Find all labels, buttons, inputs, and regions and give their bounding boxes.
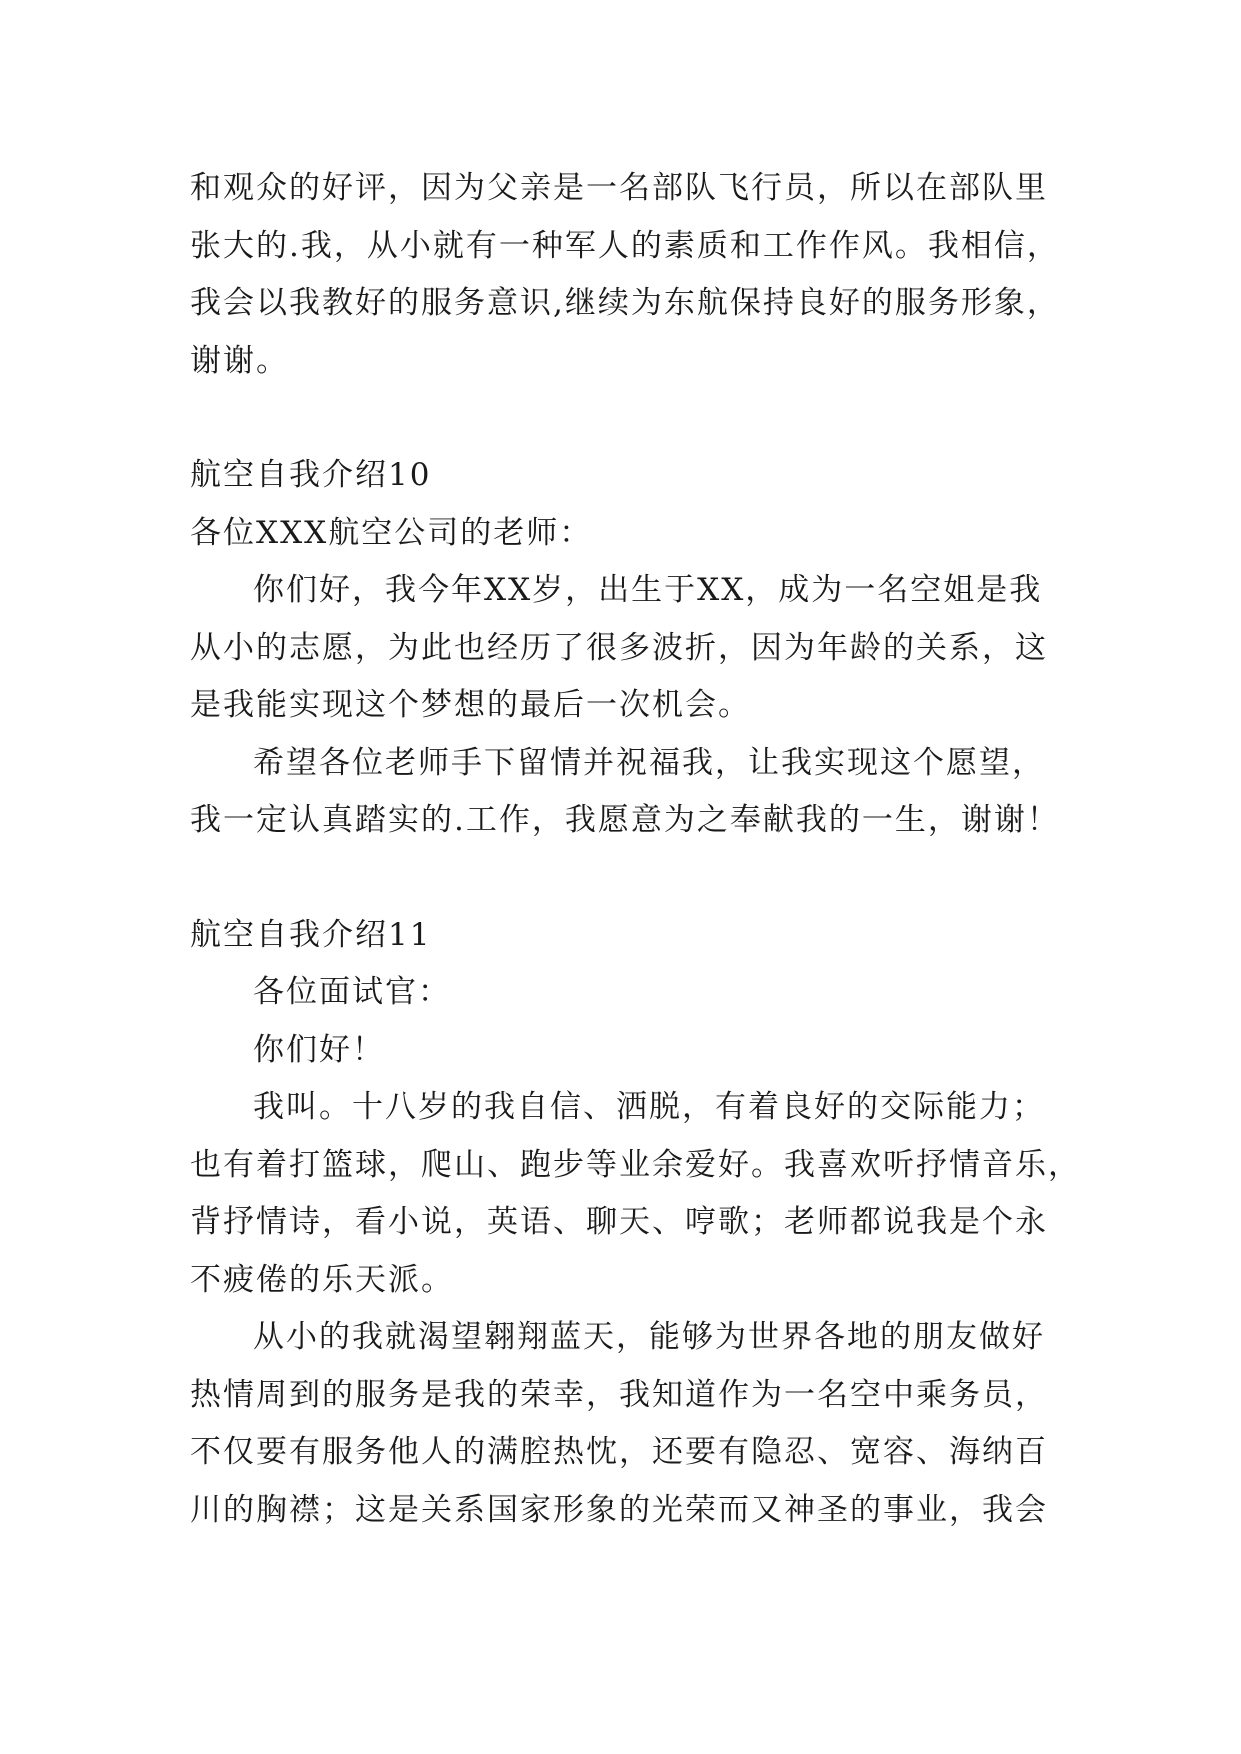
text-line: 从小的志愿，为此也经历了很多波折，因为年龄的关系，这 xyxy=(190,629,1048,666)
text-line: 从小的我就渴望翱翔蓝天，能够为世界各地的朋友做好 xyxy=(253,1319,1045,1355)
document-page xyxy=(190,160,1090,1539)
text-line: 希望各位老师手下留情并祝福我，让我实现这个愿望， xyxy=(253,744,1045,781)
greeting: 你们好！ xyxy=(253,1031,385,1068)
text-line: 背抒情诗，看小说，英语、聊天、哼歌；老师都说我是个永 xyxy=(190,1204,1048,1240)
text-line: 谢谢。 xyxy=(190,342,289,379)
text-line: 不仅要有服务他人的满腔热忱，还要有隐忍、宽容、海纳百 xyxy=(190,1434,1048,1470)
text-line: 我一定认真踏实的.工作，我愿意为之奉献我的一生，谢谢！ xyxy=(190,802,1060,838)
text-line: 张大的.我，从小就有一种军人的素质和工作作风。我相信， xyxy=(190,227,1060,264)
text-line: 我叫。十八岁的我自信、洒脱，有着良好的交际能力； xyxy=(253,1089,1045,1125)
text-line: 不疲倦的乐天派。 xyxy=(190,1261,454,1298)
salutation: 各位面试官： xyxy=(253,974,451,1010)
text-line: 我会以我教好的服务意识,继续为东航保持良好的服务形象， xyxy=(190,285,1060,321)
text-line: 和观众的好评，因为父亲是一名部队飞行员，所以在部队里 xyxy=(190,170,1048,206)
salutation: 各位XXX航空公司的老师： xyxy=(190,514,593,551)
text-line: 你们好，我今年XX岁，出生于XX，成为一名空姐是我 xyxy=(253,572,1043,608)
section-title: 航空自我介绍10 xyxy=(190,457,432,493)
text-line: 热情周到的服务是我的荣幸，我知道作为一名空中乘务员， xyxy=(190,1376,1048,1413)
text-line: 是我能实现这个梦想的最后一次机会。 xyxy=(190,687,751,723)
text-line: 川的胸襟；这是关系国家形象的光荣而又神圣的事业，我会 xyxy=(190,1491,1048,1528)
text-line: 也有着打篮球，爬山、跑步等业余爱好。我喜欢听抒情音乐， xyxy=(190,1146,1081,1183)
section-title: 航空自我介绍11 xyxy=(190,916,432,953)
